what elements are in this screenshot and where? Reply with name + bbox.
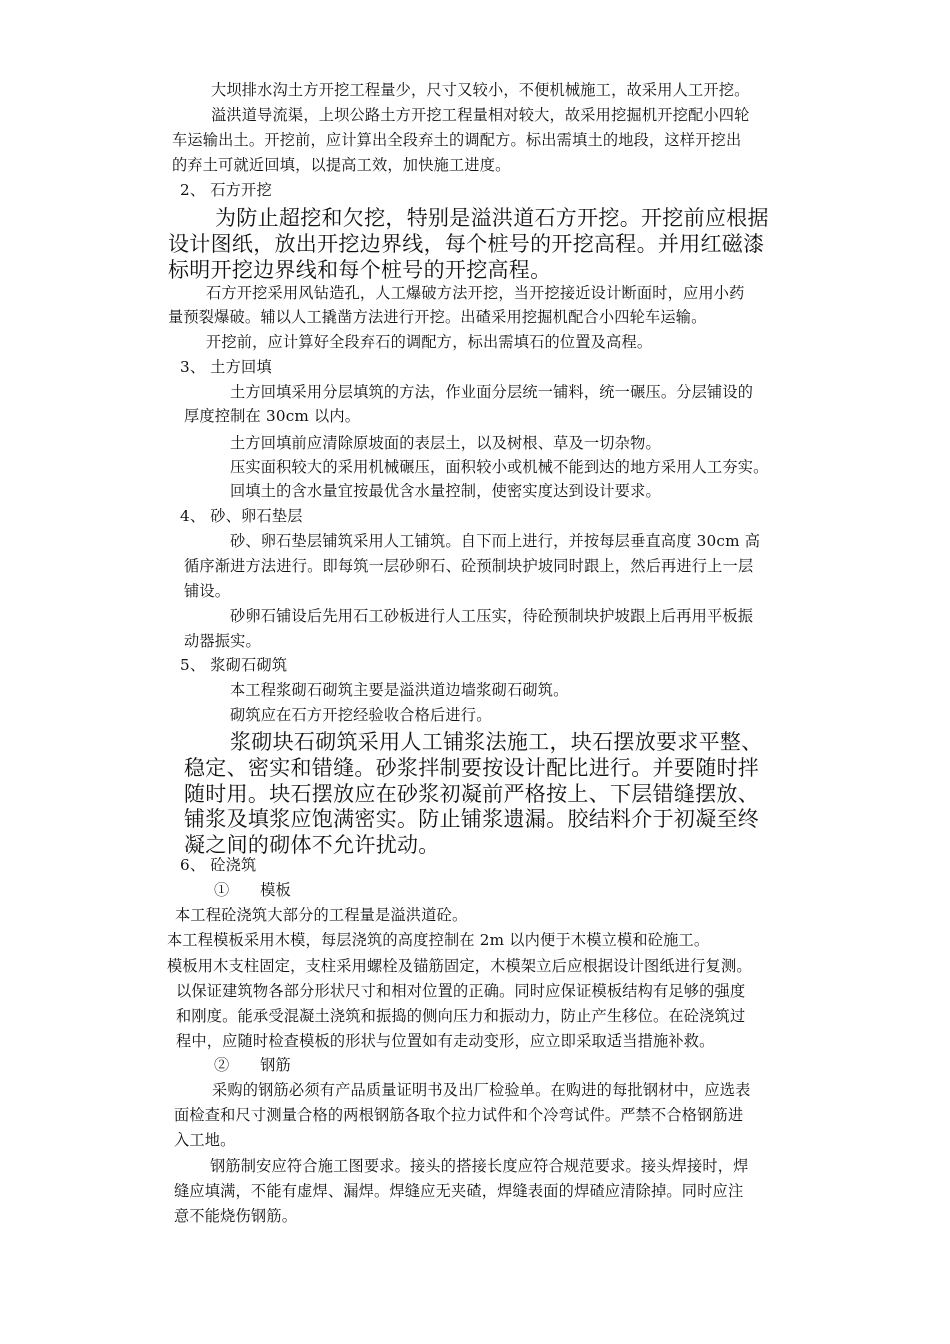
text-line: 采购的钢筋必须有产品质量证明书及出厂检验单。在购进的每批钢材中，应选表	[212, 1081, 751, 1099]
text-line: 本工程砼浇筑大部分的工程量是溢洪道砼。	[175, 906, 468, 924]
text-line: 石方开挖采用风钻造孔，人工爆破方法开挖，当开挖接近设计断面时，应用小药	[206, 284, 745, 302]
text-line-large: 标明开挖边界线和每个桩号的开挖高程。	[168, 258, 552, 282]
text-line: 意不能烧伤钢筋。	[174, 1207, 298, 1225]
text-line: 面检查和尺寸测量合格的两根钢筋各取个拉力试件和个冷弯试件。严禁不合格钢筋进	[174, 1106, 744, 1124]
text-line: 厚度控制在 30cm 以内。	[184, 407, 361, 425]
text-line: 大坝排水沟土方开挖工程量少，尺寸又较小，不便机械施工，故采用人工开挖。	[211, 81, 750, 99]
text-line: 砂、卵石垫层铺筑采用人工铺筑。自下而上进行，并按每层垂直高度 30cm 高	[230, 532, 761, 550]
text-line: 和刚度。能承受混凝土浇筑和振捣的侧向压力和振动力，防止产生移位。在砼浇筑过	[176, 1007, 746, 1025]
text-line: 压实面积较大的采用机械碾压，面积较小或机械不能到达的地方采用人工夯实。	[230, 458, 769, 476]
text-line-large: 浆砌块石砌筑采用人工铺浆法施工，块石摆放要求平整、	[230, 730, 763, 754]
section-heading: 3、 土方回填	[180, 358, 272, 376]
text-line-large: 铺浆及填浆应饱满密实。防止铺浆遗漏。胶结料介于初凝至终	[184, 807, 760, 831]
text-line: 量预裂爆破。辅以人工撬凿方法进行开挖。出碴采用挖掘机配合小四轮车运输。	[168, 308, 707, 326]
text-line: 模板用木支柱固定，支柱采用螺栓及锚筋固定，木模架立后应根据设计图纸进行复测。	[167, 957, 752, 975]
text-line-large: 为防止超挖和欠挖，特别是溢洪道石方开挖。开挖前应根据	[215, 206, 769, 230]
text-line: 本工程模板采用木模，每层浇筑的高度控制在 2m 以内便于木模立模和砼施工。	[167, 931, 710, 949]
section-heading: 4、 砂、卵石垫层	[180, 507, 303, 525]
text-line: 开挖前，应计算好全段弃石的调配方，标出需填石的位置及高程。	[206, 333, 653, 351]
text-line: 砂卵石铺设后先用石工砂板进行人工压实，待砼预制块护坡跟上后再用平板振	[230, 607, 754, 625]
text-line-large: 随时用。块石摆放应在砂浆初凝前严格按上、下层错缝摆放、	[184, 782, 760, 806]
text-line: 的弃土可就近回填，以提高工效，加快施工进度。	[172, 156, 511, 174]
text-line: 循序渐进方法进行。即每筑一层砂卵石、砼预制块护坡同时跟上，然后再进行上一层	[184, 557, 754, 575]
text-line: 缝应填满，不能有虚焊、漏焊。焊缝应无夹碴，焊缝表面的焊碴应清除掉。同时应注	[174, 1182, 744, 1200]
subsection-heading: ① 模板	[214, 881, 291, 899]
section-heading: 2、 石方开挖	[180, 181, 272, 199]
text-line: 车运输出土。开挖前，应计算出全段弃土的调配方。标出需填土的地段，这样开挖出	[172, 131, 742, 149]
text-line: 溢洪道导流渠，上坝公路土方开挖工程量相对较大，故采用挖掘机开挖配小四轮	[211, 106, 750, 124]
subsection-heading: ② 钢筋	[214, 1056, 291, 1074]
section-heading: 6、 砼浇筑	[180, 856, 257, 874]
text-line: 动器振实。	[184, 632, 261, 650]
text-line: 钢筋制安应符合施工图要求。接头的搭接长度应符合规范要求。接头焊接时，焊	[210, 1157, 749, 1175]
text-line: 以保证建筑物各部分形状尺寸和相对位置的正确。同时应保证模板结构有足够的强度	[176, 982, 746, 1000]
text-line: 土方回填采用分层填筑的方法，作业面分层统一铺料，统一碾压。分层铺设的	[230, 383, 754, 401]
section-heading: 5、 浆砌石砌筑	[180, 656, 288, 674]
text-line: 回填土的含水量宜按最优含水量控制，使密实度达到设计要求。	[230, 482, 661, 500]
text-line: 砌筑应在石方开挖经验收合格后进行。	[230, 706, 492, 724]
text-line: 铺设。	[184, 582, 231, 600]
text-line-large: 稳定、密实和错缝。砂浆拌制要按设计配比进行。并要随时拌	[184, 756, 760, 780]
text-line: 程中，应随时检查模板的形状与位置如有走动变形，应立即采取适当措施补救。	[176, 1032, 715, 1050]
text-line: 本工程浆砌石砌筑主要是溢洪道边墙浆砌石砌筑。	[230, 681, 569, 699]
text-line-large: 设计图纸，放出开挖边界线，每个桩号的开挖高程。并用红磁漆	[168, 232, 765, 256]
text-line: 土方回填前应清除原坡面的表层土，以及树根、草及一切杂物。	[230, 434, 661, 452]
text-line-large: 凝之间的砌体不允许扰动。	[184, 833, 440, 857]
text-line: 入工地。	[174, 1131, 236, 1149]
